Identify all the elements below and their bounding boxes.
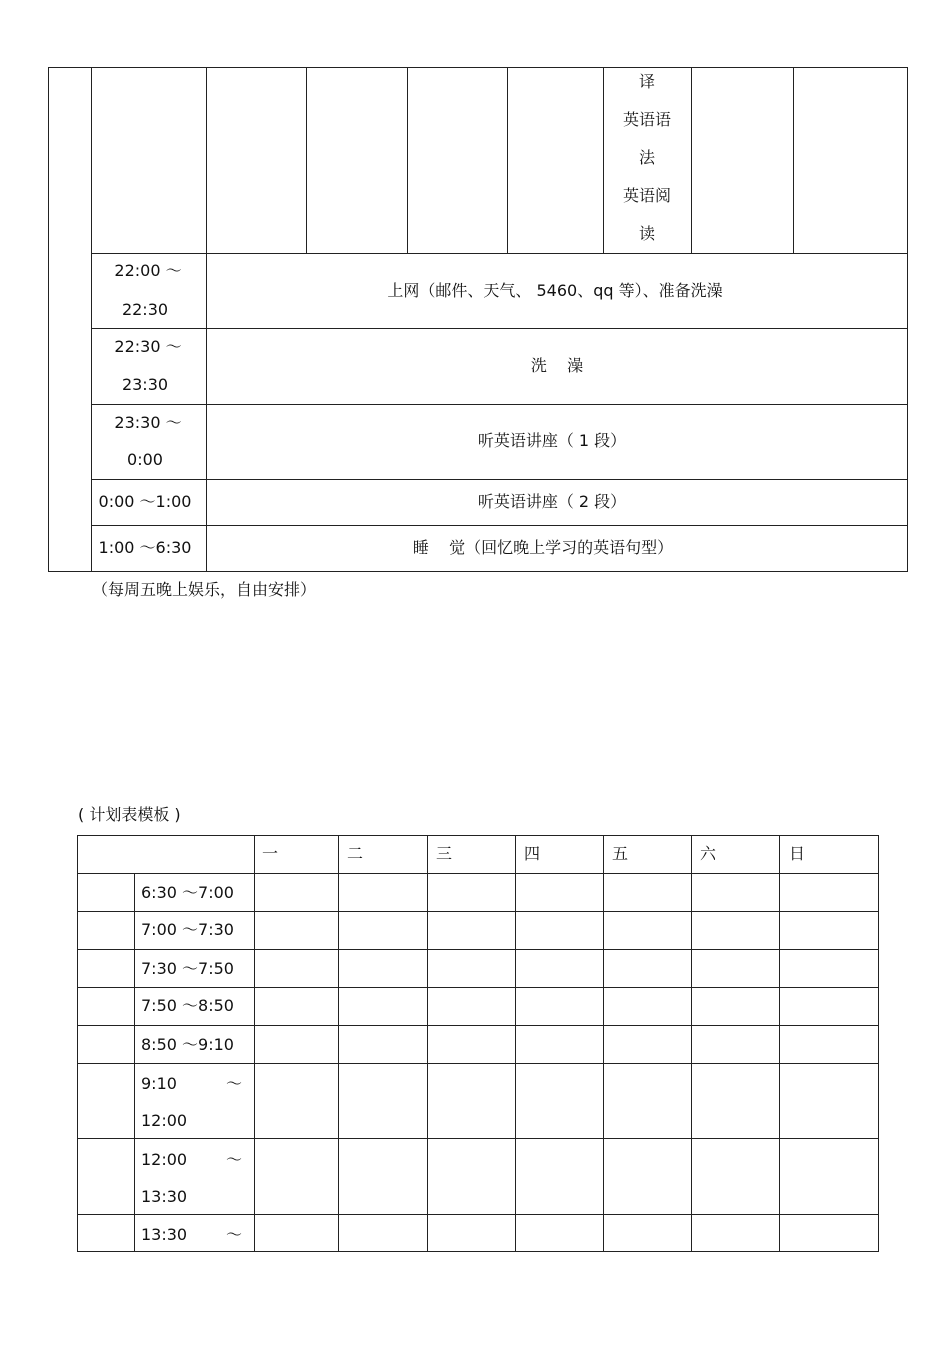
activity-cell: 听英语讲座（ 1 段） [477,431,627,450]
table-border [779,835,780,1252]
time-slot-separator: ～ [226,1150,243,1169]
time-cell: 23:30 ～ [114,413,182,432]
time-slot-start: 12:00 [141,1150,188,1169]
cell-text: 读 [638,224,656,243]
table-border [691,67,692,254]
time-cell: 22:30 [121,300,169,319]
cell-text: 法 [638,148,656,167]
day-header: 四 [524,844,541,863]
time-slot-separator: ～ [226,1225,243,1244]
time-slot: 7:50 ～8:50 [141,996,234,1015]
table-border [507,67,508,254]
day-header: 五 [612,844,629,863]
schedule-note: （每周五晚上娱乐，自由安排） [92,580,317,599]
table-border [77,873,879,874]
time-slot-start: 13:30 [141,1225,188,1244]
table-border [338,835,339,1252]
day-header: 三 [436,844,453,863]
time-cell: 1:00 ～6:30 [98,538,192,557]
table-border [91,253,908,254]
time-slot-separator: ～ [226,1074,243,1093]
table-border [77,1063,879,1064]
table-border [603,67,604,254]
table-border [48,571,908,572]
table-border [77,835,78,1252]
activity-cell: 听英语讲座（ 2 段） [477,492,627,511]
table-border [77,1214,879,1215]
cell-text: 英语阅 [622,186,672,205]
table-border [254,835,255,1252]
table-border [91,404,908,405]
table-border [91,67,92,572]
time-slot: 8:50 ～9:10 [141,1035,234,1054]
table-border [48,67,49,572]
time-slot-end: 13:30 [141,1187,188,1206]
cell-text: 英语语 [622,110,672,129]
time-slot: 7:00 ～7:30 [141,920,234,939]
time-slot: 6:30 ～7:00 [141,883,234,902]
table-border [603,835,604,1252]
time-slot: 7:30 ～7:50 [141,959,234,978]
table-border [907,67,908,572]
table-border [77,987,879,988]
activity-cell: 睡 觉（回忆晚上学习的英语句型） [412,538,674,557]
time-cell: 0:00 ～1:00 [98,492,192,511]
time-cell: 0:00 [127,450,163,469]
time-cell: 22:00 ～ [114,261,182,280]
time-slot-start: 9:10 [141,1074,177,1093]
table-border [691,835,692,1252]
table-border [77,911,879,912]
table-border [91,328,908,329]
table-border [306,67,307,254]
table-border [793,67,794,254]
table-border [878,835,879,1252]
table-border [77,949,879,950]
cell-text: 译 [638,72,656,91]
time-slot-end: 12:00 [141,1111,188,1130]
table-border [77,1025,879,1026]
table-border [134,873,135,1252]
activity-cell: 上网（邮件、天气、 5460、qq 等）、准备洗澡 [387,281,723,300]
table-border [77,1138,879,1139]
table-border [91,479,908,480]
table-border [48,67,908,68]
table-border [206,67,207,572]
day-header: 日 [789,844,806,863]
table-border [77,1251,879,1252]
table-border [77,835,879,836]
day-header: 六 [700,844,717,863]
day-header: 一 [262,844,279,863]
table-border [427,835,428,1252]
table-border [407,67,408,254]
time-cell: 22:30 ～ [114,337,182,356]
template-title: ( 计划表模板 ) [78,805,181,824]
day-header: 二 [347,844,364,863]
activity-cell: 洗 澡 [530,356,584,375]
table-border [91,525,908,526]
table-border [515,835,516,1252]
time-cell: 23:30 [121,375,169,394]
